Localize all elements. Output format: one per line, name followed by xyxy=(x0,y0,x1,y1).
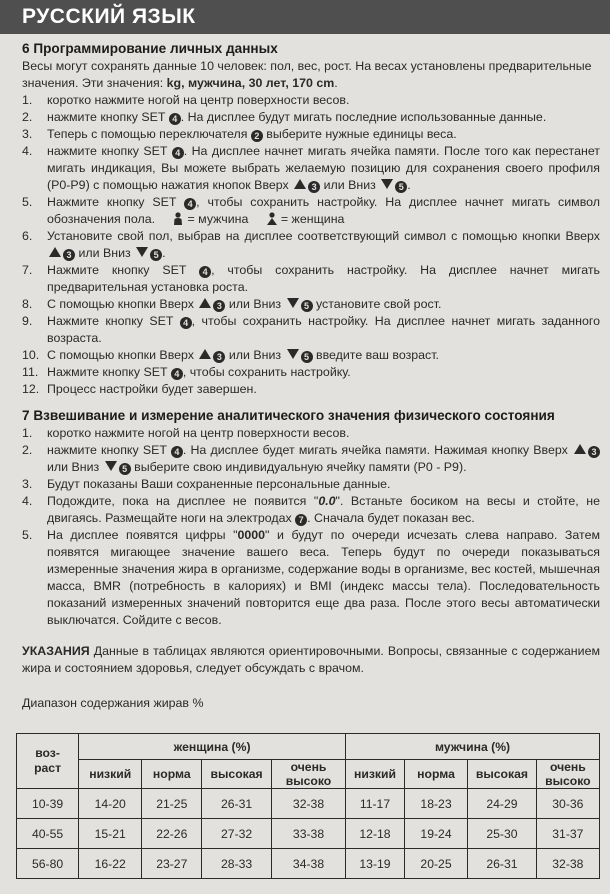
col-high: высокая xyxy=(202,760,272,789)
switch-2-icon: 2 xyxy=(251,130,263,142)
male-symbol-icon xyxy=(172,212,184,225)
arrow-up-icon xyxy=(199,349,211,359)
col-normal: норма xyxy=(142,760,202,789)
button-4-icon: 4 xyxy=(172,147,184,159)
list-item: 11. Нажмите кнопку SET 4 , чтобы сохранить настройку. xyxy=(22,365,351,379)
button-3-icon: 3 xyxy=(63,249,75,261)
section-6-intro: Весы могут сохранять данные 10 человек: пол, вес, рост. На весах установлены предварительные значения. Эти значения: kg, мужчина, 30 лет, 170 cm. xyxy=(22,59,592,90)
male-header: мужчина (%) xyxy=(346,734,600,760)
list-item: 12. Процесс настройки будет завершен. xyxy=(22,382,257,396)
button-4-icon: 4 xyxy=(169,113,181,125)
arrow-up-icon xyxy=(199,298,211,308)
table-row: 10-39 14-20 21-25 26-31 32-38 11-17 18-23 24-29 30-36 xyxy=(17,789,600,819)
button-3-icon: 3 xyxy=(213,351,225,363)
table-row: 56-80 16-22 23-27 28-33 34-38 13-19 20-25 26-31 32-38 xyxy=(17,849,600,879)
manual-text xyxy=(22,40,600,712)
button-3-icon: 3 xyxy=(308,181,320,193)
button-5-icon: 5 xyxy=(119,463,131,475)
button-4-icon: 4 xyxy=(199,266,211,278)
list-item: 5. На дисплее появятся цифры "0000" и будут по очереди исчезать слева направо. Затем появятся мигающее значение вашего веса. Теперь будут по очереди показываться измеренные значения жира в организме, содержание воды в организме, вес костей, мышечная масса, BMR (потребность в калориях) и BMI (индекс массы тела). Последовательность показаний измеренных значений повторится еще два раза. После этого весы автоматически выключатся. Сойдите с весов. xyxy=(22,528,600,627)
list-item: 4. нажмите кнопку SET 4 . На дисплее начнет мигать ячейка памяти. После того как перестанет мигать индикация, Вы можете выбрать желаемую позицию для сохранения своего профиля (P0-P9) с помощью нажатия кнопок Вверх 3 или Вниз 5 . xyxy=(22,144,600,192)
arrow-up-icon xyxy=(574,444,586,454)
button-4-icon: 4 xyxy=(184,198,196,210)
list-item: 5. Нажмите кнопку SET 4 , чтобы сохранить настройку. На дисплее начнет мигать символ обозначения пола. = мужчина = женщина xyxy=(22,195,600,226)
list-item: 8. С помощью кнопки Вверх 3 или Вниз 5 установите свой рост. xyxy=(22,297,442,311)
arrow-down-icon xyxy=(287,298,299,308)
section-6-title: 6 Программирование личных данных xyxy=(22,41,278,56)
language-banner xyxy=(0,0,610,34)
banner-title: РУССКИЙ ЯЗЫК xyxy=(22,5,196,28)
list-item: 2. нажмите кнопку SET 4 . На дисплее будут мигать последние использованные данные. xyxy=(22,110,547,124)
button-3-icon: 3 xyxy=(588,446,600,458)
table-row: 40-55 15-21 22-26 27-32 33-38 12-18 19-24 25-30 31-37 xyxy=(17,819,600,849)
arrow-down-icon xyxy=(136,247,148,257)
button-5-icon: 5 xyxy=(150,249,162,261)
list-item: 4. Подождите, пока на дисплее не появится "0.0". Встаньте босиком на весы и стойте, не двигаясь. Размещайте ноги на электродах 7 . Сначала будет показан вес. xyxy=(22,494,600,525)
col-normal: норма xyxy=(404,760,467,789)
list-item: 7. Нажмите кнопку SET 4 , чтобы сохранить настройку. На дисплее начнет мигать предварительная установка роста. xyxy=(22,263,601,294)
col-low: низкий xyxy=(79,760,142,789)
arrow-up-icon xyxy=(294,179,306,189)
list-item: 9. Нажмите кнопку SET 4 , чтобы сохранить настройку. На дисплее начнет мигать заданного возраста. xyxy=(22,314,600,345)
button-5-icon: 5 xyxy=(301,300,313,312)
table-caption: Диапазон содержания жирав % xyxy=(22,696,204,710)
body-fat-table xyxy=(16,733,600,879)
female-header: женщина (%) xyxy=(79,734,346,760)
button-4-icon: 4 xyxy=(180,317,192,329)
button-4-icon: 4 xyxy=(171,368,183,380)
list-item: 6. Установите свой пол, выбрав на дисплее соответствующий символ с помощью кнопки Вверх 3 или Вниз 5 . xyxy=(22,229,600,260)
list-item: 1. коротко нажмите ногой на центр поверхности весов. xyxy=(22,93,350,107)
arrow-down-icon xyxy=(287,349,299,359)
col-very-high: очень высоко xyxy=(271,760,345,789)
col-low: низкий xyxy=(346,760,405,789)
section-7-title: 7 Взвешивание и измерение аналитического значения физического состояния xyxy=(22,408,555,423)
button-5-icon: 5 xyxy=(395,181,407,193)
arrow-down-icon xyxy=(105,461,117,471)
female-symbol-icon xyxy=(266,212,278,225)
button-3-icon: 3 xyxy=(213,300,225,312)
section-6-steps xyxy=(22,92,600,398)
arrow-down-icon xyxy=(381,179,393,189)
list-item: 2. нажмите кнопку SET 4 . На дисплее будет мигать ячейка памяти. Нажимая кнопку Вверх 3 или Вниз 5 выберите свою индивидуальную ячейку памяти (P0 - P9). xyxy=(22,442,600,476)
button-5-icon: 5 xyxy=(301,351,313,363)
button-4-icon: 4 xyxy=(171,446,183,458)
col-very-high: очень высоко xyxy=(536,760,599,789)
col-high: высокая xyxy=(468,760,537,789)
list-item: 3. Теперь с помощью переключателя 2 выберите нужные единицы веса. xyxy=(22,127,457,141)
age-header: воз-раст xyxy=(17,734,79,789)
list-item: 10. С помощью кнопки Вверх 3 или Вниз 5 введите ваш возраст. xyxy=(22,348,439,362)
section-7-steps xyxy=(22,425,600,629)
note-paragraph: УКАЗАНИЯ Данные в таблицах являются ориентировочными. Вопросы, связанные с содержанием жира и состоянием здоровья, следует обсуждать с врачом. xyxy=(22,644,600,675)
list-item: 3. Будут показаны Ваши сохраненные персональные данные. xyxy=(22,477,391,491)
electrodes-7-icon: 7 xyxy=(295,514,307,526)
list-item: 1. коротко нажмите ногой на центр поверхности весов. xyxy=(22,426,350,440)
arrow-up-icon xyxy=(49,247,61,257)
